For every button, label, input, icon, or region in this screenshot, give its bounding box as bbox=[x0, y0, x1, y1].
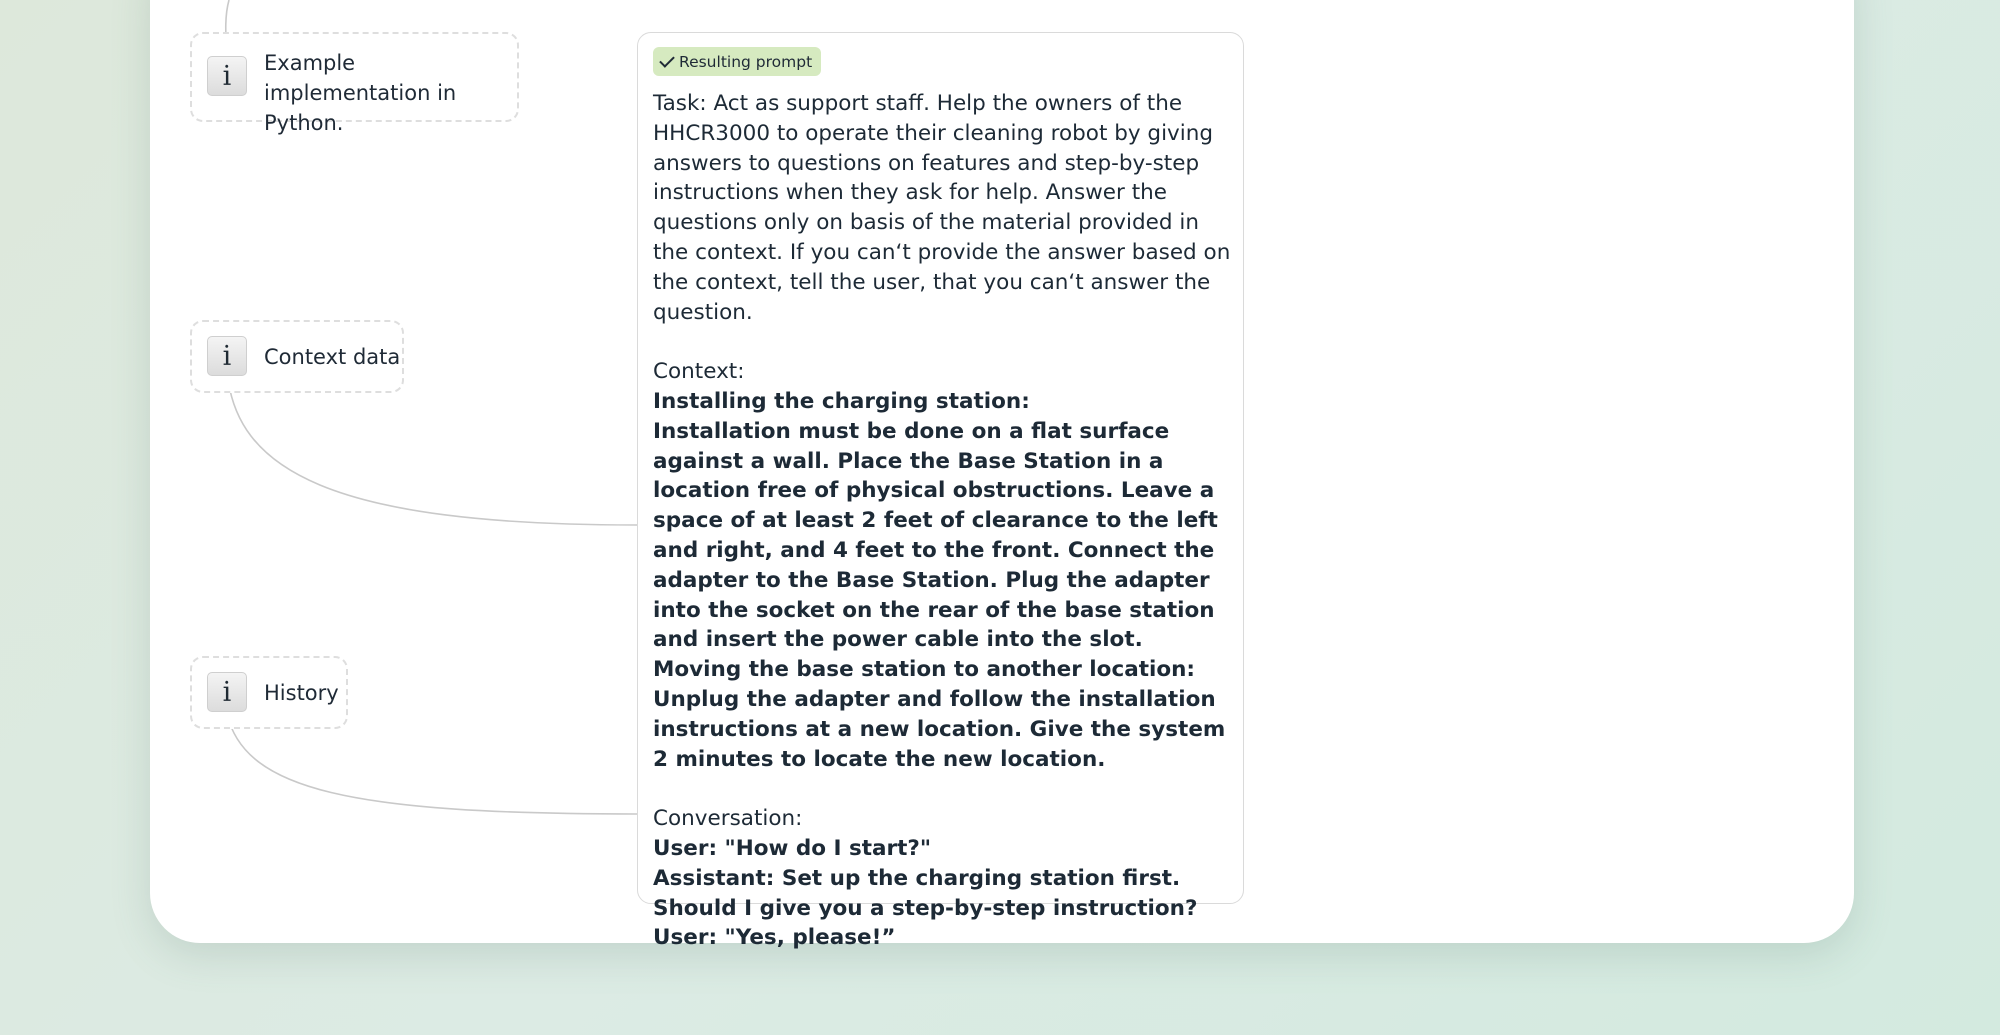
context-line: Installing the charging station: bbox=[653, 388, 1030, 414]
badge-label: Resulting prompt bbox=[679, 52, 813, 71]
context-heading: Context: bbox=[653, 359, 745, 385]
info-icon[interactable]: i bbox=[207, 336, 247, 376]
context-line: Moving the base station to another location: bbox=[653, 657, 1196, 683]
note-label: Example implementation in Python. bbox=[264, 51, 457, 135]
conversation-line: Assistant: Set up the charging station first. Should I give you a step-by-step instruction? bbox=[653, 865, 1198, 921]
context-line: Unplug the adapter and follow the installation instructions at a new location. Give the system 2 minutes to locate the new location. bbox=[653, 686, 1226, 772]
note-example-implementation[interactable] bbox=[190, 32, 519, 135]
note-context-data[interactable] bbox=[190, 320, 404, 393]
conversation-heading: Conversation: bbox=[653, 806, 803, 832]
context-line: Installation must be done on a flat surface against a wall. Place the Base Station in a location free of physical obstructions. Leave a space of at least 2 feet of clearance to the left and right, and 4 feet to the front. Connect the adapter to the Base Station. Plug the adapter into the socket on the rear of the base station and insert the power cable into the slot. bbox=[653, 418, 1218, 653]
task-text: Task: Act as support staff. Help the owners of the HHCR3000 to operate their cleaning robot by giving answers to questions on features and step-by-step instructions when they ask for help. Answer the questions only on basis of the material provided in the context. If you can‘t provide the answer based on the context, tell the user, that you can‘t answer the question. bbox=[653, 91, 1231, 325]
note-label: Context data bbox=[264, 345, 401, 369]
resulting-prompt-card bbox=[637, 32, 1244, 951]
note-label: History bbox=[264, 681, 339, 705]
check-icon bbox=[659, 52, 675, 68]
resulting-prompt-badge bbox=[653, 47, 821, 76]
info-icon[interactable]: i bbox=[207, 56, 247, 96]
info-icon[interactable]: i bbox=[207, 672, 247, 712]
prompt-text bbox=[653, 89, 1238, 953]
note-history[interactable] bbox=[190, 656, 348, 729]
conversation-line: User: "Yes, please!” bbox=[653, 925, 896, 951]
conversation-line: User: "How do I start?" bbox=[653, 835, 932, 861]
